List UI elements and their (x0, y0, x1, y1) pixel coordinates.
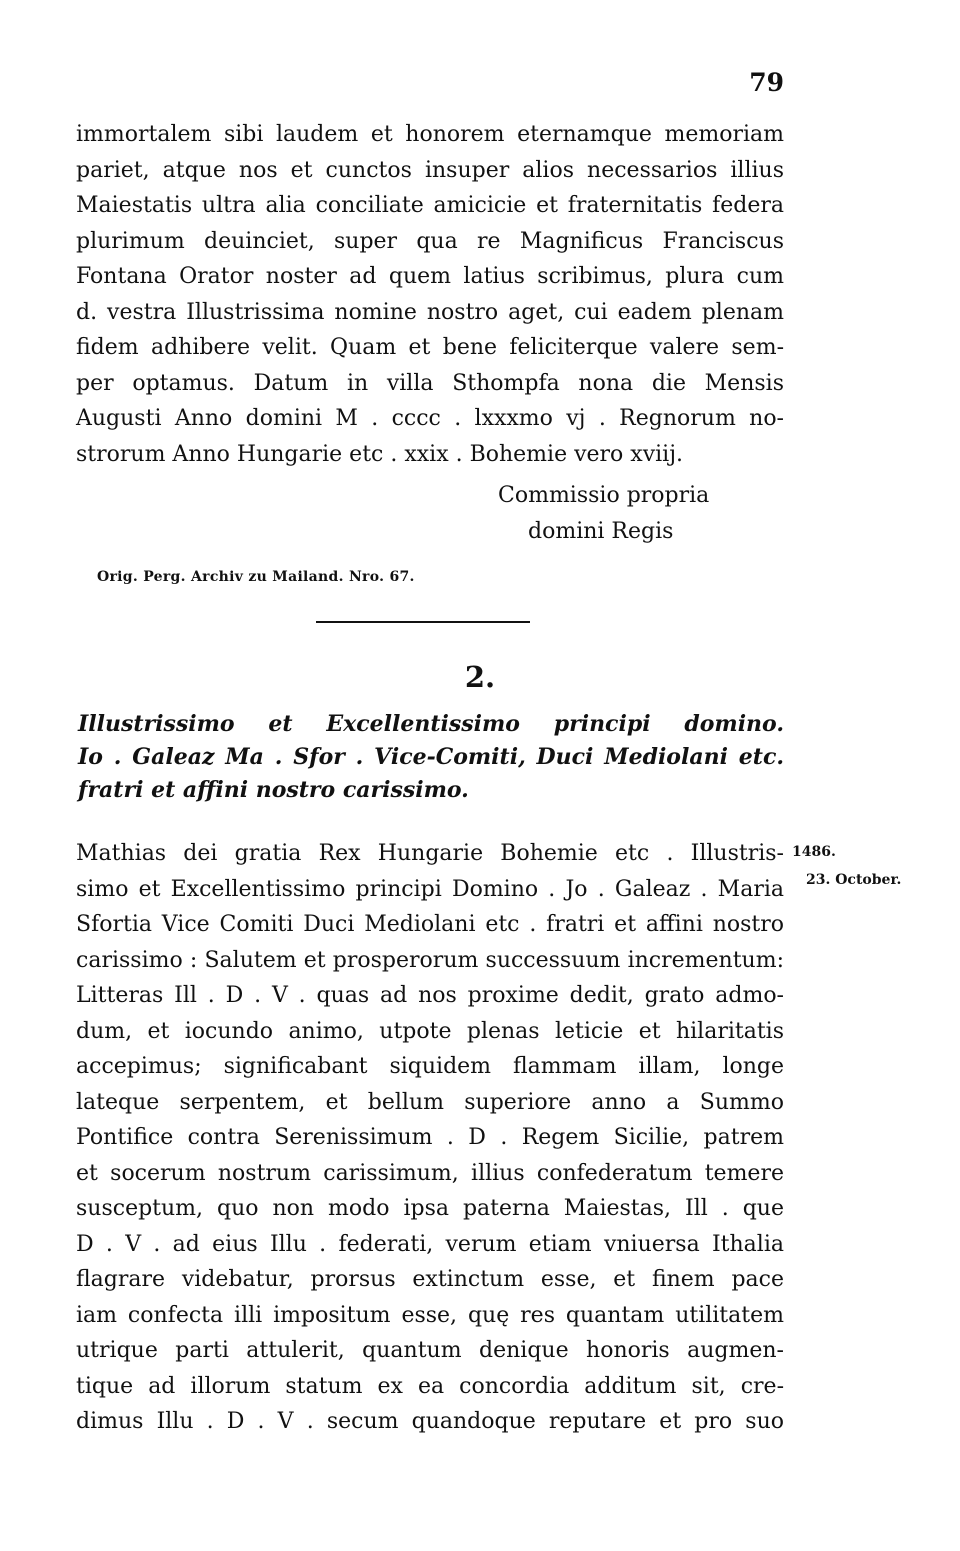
text-line: Mathias dei gratia Rex Hungarie Bohemie etc . Illustris- (76, 841, 784, 866)
text-line: dum, et iocundo animo, utpote plenas leticie et hilaritatis (76, 1018, 784, 1044)
text-line: strorum Anno Hungarie etc . xxix . Bohemie vero xviij. (76, 441, 684, 467)
source-note: Orig. Perg. Archiv zu Mailand. Nro. 67. (97, 569, 415, 585)
letter-body-text (76, 836, 784, 1440)
text-line: Maiestatis ultra alia conciliate amicicie et fraternitatis federa (76, 193, 784, 218)
text-line: pariet, atque nos et cunctos insuper alios necessarios illius (76, 157, 784, 183)
text-line: tique ad illorum statum ex ea concordia additum sit, cre- (76, 1373, 784, 1399)
text-line: per optamus. Datum in villa Sthompfa nona die Mensis (76, 370, 784, 396)
text-line: lateque serpentem, et bellum superiore anno a Summo (76, 1089, 784, 1115)
address-line: Io . Galeaz Ma . Sfor . Vice-Comiti, Duci Mediolani etc. (78, 744, 784, 770)
signature-line-1: Commissio propria (498, 483, 710, 508)
document-number: 2. (464, 660, 496, 694)
margin-year: 1486. (792, 844, 836, 860)
text-line: Augusti Anno domini M . cccc . lxxxmo vj . Regnorum no- (76, 406, 784, 431)
text-line: flagrare videbatur, prorsus extinctum esse, et finem pace (76, 1267, 784, 1292)
address-line: fratri et affini nostro carissimo. (78, 777, 469, 803)
text-line: d. vestra Illustrissima nomine nostro aget, cui eadem plenam (76, 299, 784, 325)
text-line: Sfortia Vice Comiti Duci Mediolani etc . fratri et affini nostro (76, 912, 784, 937)
text-line: plurimum deuinciet, super qua re Magnificus Franciscus (76, 228, 784, 254)
letter-address (78, 708, 784, 807)
address-line: Illustrissimo et Excellentissimo principi domino. (78, 711, 784, 737)
text-line: et socerum nostrum carissimum, illius confederatum temere (76, 1160, 784, 1186)
signature-line-2: domini Regis (528, 519, 674, 544)
margin-date: 23. October. (806, 872, 902, 888)
text-line: Pontifice contra Serenissimum . D . Regem Sicilie, patrem (76, 1125, 784, 1150)
text-line: dimus Illu . D . V . secum quandoque reputare et pro suo (76, 1409, 784, 1434)
text-line: susceptum, quo non modo ipsa paterna Maiestas, Ill . que (76, 1196, 784, 1221)
text-line: Litteras Ill . D . V . quas ad nos proxime dedit, grato admo- (76, 983, 784, 1008)
letter-conclusion-text (76, 117, 784, 472)
text-line: carissimo : Salutem et prosperorum successuum incrementum: (76, 947, 784, 973)
text-line: simo et Excellentissimo principi Domino . Jo . Galeaz . Maria (76, 876, 784, 902)
page-number: 79 (749, 68, 784, 97)
text-line: iam confecta illi impositum esse, quę res quantam utilitatem (76, 1302, 784, 1328)
text-line: fidem adhibere velit. Quam et bene feliciterque valere sem- (76, 335, 784, 360)
text-line: immortalem sibi laudem et honorem eternamque memoriam (76, 122, 784, 147)
text-line: utrique parti attulerit, quantum denique honoris augmen- (76, 1338, 784, 1363)
text-line: Fontana Orator noster ad quem latius scribimus, plura cum (76, 264, 784, 289)
section-divider (316, 621, 530, 623)
text-line: D . V . ad eius Illu . federati, verum etiam vniuersa Ithalia (76, 1231, 784, 1257)
text-line: accepimus; significabant siquidem flammam illam, longe (76, 1054, 784, 1079)
